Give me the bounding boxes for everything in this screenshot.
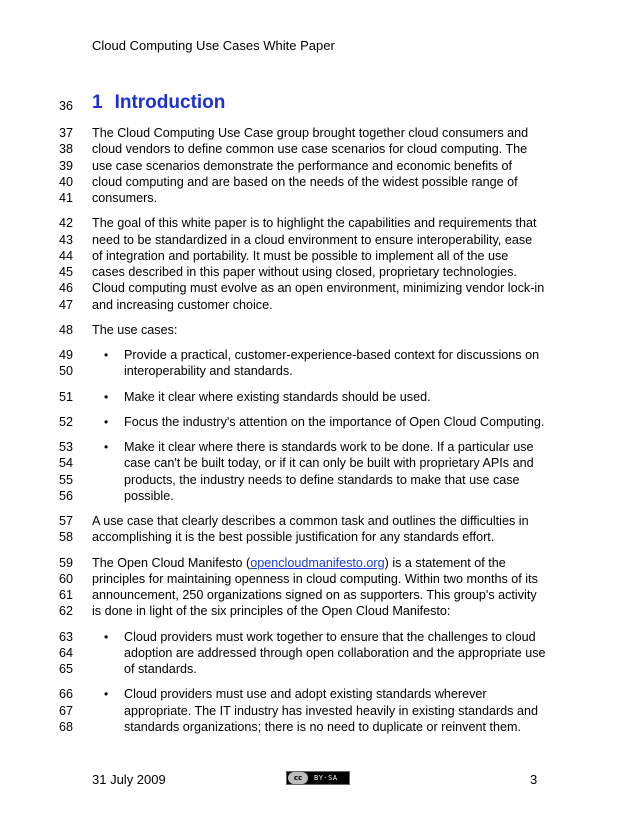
text-line bbox=[0, 232, 638, 248]
bullet-icon: • bbox=[104, 687, 109, 702]
line-text: accomplishing it is the best possible justification for any standards effort. bbox=[92, 530, 495, 545]
line-text: possible. bbox=[124, 488, 174, 503]
text-line bbox=[0, 513, 638, 529]
line-number: 43 bbox=[59, 232, 74, 247]
list-item bbox=[0, 414, 638, 430]
text-line bbox=[0, 215, 638, 231]
list-item bbox=[0, 686, 638, 702]
bullet-icon: • bbox=[104, 414, 109, 429]
text-line bbox=[0, 322, 638, 338]
line-number: 67 bbox=[59, 703, 74, 718]
line-text: announcement, 250 organizations signed on as supporters. This group's activity bbox=[92, 588, 537, 602]
line-text: Cloud computing must evolve as an open environment, minimizing vendor lock-in bbox=[92, 281, 545, 296]
list-item bbox=[0, 389, 638, 405]
line-number: 39 bbox=[59, 158, 74, 173]
line-number: 62 bbox=[59, 604, 74, 619]
text-line bbox=[0, 587, 638, 603]
line-text: A use case that clearly describes a common task and outlines the difficulties in bbox=[92, 514, 529, 528]
bullet-icon: • bbox=[104, 389, 109, 404]
section-heading bbox=[0, 92, 638, 118]
creative-commons-icon: cc bbox=[288, 772, 308, 784]
page-number: 3 bbox=[530, 772, 538, 787]
text-line bbox=[0, 158, 638, 174]
manifesto-link[interactable]: opencloudmanifesto.org bbox=[250, 555, 385, 570]
line-text: cloud computing and are based on the needs of the widest possible range of bbox=[92, 174, 518, 189]
text-line bbox=[0, 603, 638, 619]
line-number: 40 bbox=[59, 174, 74, 189]
line-text: use case scenarios demonstrate the performance and economic benefits of bbox=[92, 158, 513, 173]
text-line bbox=[0, 248, 638, 264]
text-line bbox=[0, 125, 638, 141]
line-number: 53 bbox=[59, 440, 74, 454]
line-text: The use cases: bbox=[92, 322, 178, 337]
line-text: is done in light of the six principles of the Open Cloud Manifesto: bbox=[92, 604, 451, 619]
line-number: 57 bbox=[59, 514, 74, 528]
section-title-text: Introduction bbox=[114, 92, 226, 113]
line-text: standards organizations; there is no need to duplicate or reinvent them. bbox=[124, 719, 521, 734]
line-text: and increasing customer choice. bbox=[92, 297, 273, 312]
line-number: 47 bbox=[59, 297, 74, 312]
line-text: The goal of this white paper is to highlight the capabilities and requirements that bbox=[92, 216, 537, 231]
line-number: 37 bbox=[59, 126, 74, 140]
line-text: Focus the industry's attention on the importance of Open Cloud Computing. bbox=[124, 414, 545, 429]
text-line bbox=[0, 472, 638, 488]
text-line bbox=[0, 141, 638, 157]
line-text: of standards. bbox=[124, 662, 197, 676]
list-item bbox=[0, 439, 638, 455]
line-text: case can't be built today, or if it can only be built with proprietary APIs and bbox=[124, 456, 534, 471]
text-line bbox=[0, 571, 638, 587]
bullet-icon: • bbox=[104, 348, 109, 362]
text-line bbox=[0, 280, 638, 296]
line-number: 50 bbox=[59, 364, 74, 379]
text-line bbox=[0, 719, 638, 735]
cc-license-badge[interactable] bbox=[286, 771, 350, 785]
line-text: appropriate. The IT industry has invested heavily in existing standards and bbox=[124, 703, 538, 718]
text-line bbox=[0, 661, 638, 677]
text-line bbox=[0, 264, 638, 280]
line-text: Provide a practical, customer-experience-based context for discussions on bbox=[124, 348, 540, 362]
list-item bbox=[0, 629, 638, 645]
line-number: 48 bbox=[59, 322, 74, 337]
line-text: adoption are addressed through open collaboration and the appropriate use bbox=[124, 645, 546, 660]
license-label: BY-SA bbox=[314, 774, 338, 782]
line-number: 56 bbox=[59, 488, 74, 503]
line-number: 45 bbox=[59, 265, 74, 279]
text-line bbox=[0, 174, 638, 190]
line-number: 68 bbox=[59, 719, 74, 734]
line-text: cases described in this paper without using closed, proprietary technologies. bbox=[92, 265, 517, 279]
line-text: Make it clear where existing standards should be used. bbox=[124, 389, 431, 404]
line-number: 60 bbox=[59, 571, 74, 586]
line-text: need to be standardized in a cloud environment to ensure interoperability, ease bbox=[92, 232, 533, 247]
line-text: products, the industry needs to define standards to make that use case bbox=[124, 472, 520, 487]
line-number: 59 bbox=[59, 555, 74, 570]
line-number: 46 bbox=[59, 281, 74, 296]
line-text: cloud vendors to define common use case scenarios for cloud computing. The bbox=[92, 142, 528, 157]
text-line bbox=[0, 645, 638, 661]
line-number: 52 bbox=[59, 414, 74, 429]
footer-date: 31 July 2009 bbox=[92, 772, 166, 787]
line-number: 61 bbox=[59, 588, 74, 602]
bullet-icon: • bbox=[104, 440, 109, 454]
line-text: Make it clear where there is standards work to be done. If a particular use bbox=[124, 440, 534, 454]
line-text: consumers. bbox=[92, 191, 158, 205]
line-number: 66 bbox=[59, 687, 74, 702]
line-number: 38 bbox=[59, 142, 74, 157]
line-number: 51 bbox=[59, 389, 74, 404]
text-line bbox=[0, 190, 638, 206]
line-text: Cloud providers must use and adopt existing standards wherever bbox=[124, 687, 487, 702]
text-line bbox=[0, 488, 638, 504]
line-number: 36 bbox=[59, 99, 73, 113]
line-number: 41 bbox=[59, 191, 74, 205]
line-text-before-link: The Open Cloud Manifesto ( bbox=[92, 555, 251, 570]
line-number: 55 bbox=[59, 472, 74, 487]
text-line bbox=[0, 363, 638, 379]
bullet-icon: • bbox=[104, 629, 109, 644]
text-line bbox=[0, 297, 638, 313]
line-number: 44 bbox=[59, 248, 74, 263]
line-text: The Cloud Computing Use Case group brought together cloud consumers and bbox=[92, 126, 529, 140]
text-line bbox=[0, 703, 638, 719]
line-number: 58 bbox=[59, 530, 74, 545]
line-text bbox=[92, 555, 506, 571]
line-number: 65 bbox=[59, 662, 74, 676]
text-line bbox=[0, 455, 638, 471]
line-number: 54 bbox=[59, 456, 74, 471]
text-line bbox=[0, 555, 638, 571]
line-number: 64 bbox=[59, 645, 74, 660]
running-header: Cloud Computing Use Cases White Paper bbox=[92, 38, 335, 53]
line-text: of integration and portability. It must be possible to implement all of the use bbox=[92, 248, 509, 263]
line-number: 49 bbox=[59, 348, 74, 362]
line-text-after-link: ) is a statement of the bbox=[384, 555, 506, 570]
line-number: 63 bbox=[59, 629, 74, 644]
section-number: 1 bbox=[92, 92, 103, 113]
section-title bbox=[92, 92, 225, 114]
text-line bbox=[0, 529, 638, 545]
line-text: principles for maintaining openness in cloud computing. Within two months of its bbox=[92, 571, 538, 586]
list-item bbox=[0, 347, 638, 363]
line-text: Cloud providers must work together to ensure that the challenges to cloud bbox=[124, 629, 536, 644]
body-text bbox=[0, 125, 638, 735]
line-text: interoperability and standards. bbox=[124, 364, 293, 379]
line-number: 42 bbox=[59, 216, 74, 231]
